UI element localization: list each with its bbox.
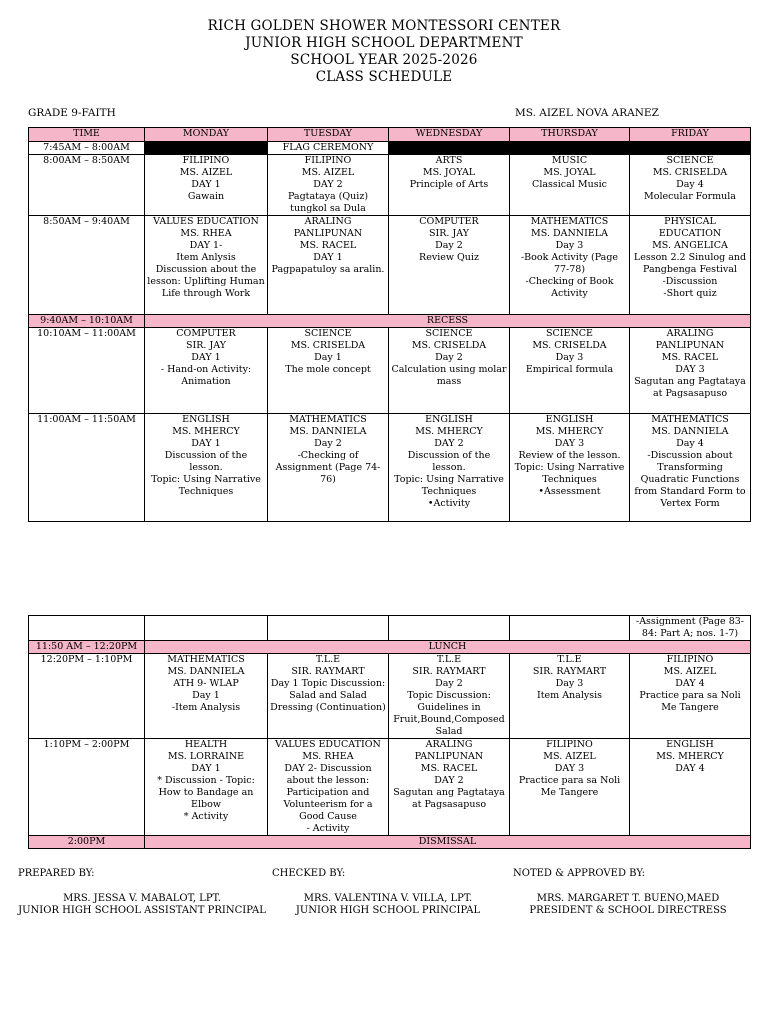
class-cell-line: Discussion of the lesson.: [407, 450, 491, 473]
class-cell-line: SIR. RAYMART: [291, 666, 365, 677]
class-cell-line: Day 2: [435, 352, 463, 363]
class-cell-line: Day 3: [555, 678, 584, 689]
class-cell-line: DAY 4: [675, 678, 705, 689]
class-cell-line: MATHEMATICS: [651, 414, 729, 425]
dismissal-row: [29, 836, 751, 849]
class-cell-line: DAY 2: [434, 775, 464, 786]
class-cell-line: -Item Analysis: [171, 702, 241, 713]
signatory-name: MRS. JESSA V. MABALOT, LPT.: [63, 893, 221, 904]
class-cell-line: SIR. RAYMART: [532, 666, 607, 677]
schedule-row: [29, 155, 751, 216]
time-cell: 11:00AM – 11:50AM: [29, 414, 145, 522]
class-cell-line: MS. AIZEL: [301, 167, 355, 178]
class-cell-line: MS. DANNIELA: [651, 426, 729, 437]
class-cell: [389, 328, 510, 414]
document-header: [0, 18, 768, 86]
class-cell: [510, 328, 630, 414]
class-cell-line: Calculation using molar mass: [391, 364, 507, 387]
class-cell-line: T.L.E: [436, 654, 462, 665]
flag-ceremony-row: [29, 142, 751, 155]
class-cell: [389, 654, 510, 739]
class-cell-line: •Assessment: [538, 486, 601, 497]
class-cell-line: -Book Activity (Page 77-78): [520, 252, 619, 275]
class-cell-line: DAY 3: [554, 438, 585, 449]
class-cell-line: MS. MHERCY: [172, 426, 240, 437]
schedule-row: [29, 654, 751, 739]
class-cell-line: Day 1: [314, 352, 342, 363]
class-cell: [268, 328, 389, 414]
blank-cell: [510, 142, 630, 155]
class-cell-line: Item Analysis: [536, 690, 603, 701]
class-cell: [630, 216, 751, 315]
signatory-title: PRESIDENT & SCHOOL DIRECTRESS: [529, 905, 727, 916]
class-cell-line: Day 3: [555, 240, 584, 251]
class-cell: [145, 414, 268, 522]
class-cell-line: MS. AIZEL: [543, 751, 596, 762]
class-cell-line: -Discussion: [662, 276, 718, 287]
class-cell: [145, 155, 268, 216]
class-cell: [389, 155, 510, 216]
class-cell-line: DAY 3: [554, 763, 585, 774]
blank-cell: [268, 616, 389, 641]
table-header-row: [29, 128, 751, 142]
schedule-row: [29, 414, 751, 522]
class-cell-line: MS. JOYAL: [422, 167, 476, 178]
grade-section: GRADE 9-FAITH: [28, 107, 116, 119]
time-cell: 11:50 AM – 12:20PM: [29, 641, 145, 654]
class-cell-line: ARALING PANLIPUNAN: [655, 328, 725, 351]
class-cell-line: The mole concept: [285, 364, 371, 375]
class-cell-line: DAY 2: [313, 179, 343, 190]
class-cell-line: DAY 3: [675, 364, 705, 375]
class-cell-line: MS. MHERCY: [415, 426, 483, 437]
class-cell-line: VALUES EDUCATION: [153, 216, 259, 227]
time-cell: 2:00PM: [29, 836, 145, 849]
class-cell-line: MS. CRISELDA: [290, 340, 366, 351]
class-cell-line: MS. JOYAL: [543, 167, 596, 178]
class-cell-line: Pagtataya (Quiz) tungkol sa Dula: [287, 191, 369, 214]
schedule-table-part-2: [28, 615, 751, 849]
class-cell-line: Principle of Arts: [409, 179, 489, 190]
recess-row: [29, 315, 751, 328]
blank-cell: [145, 142, 268, 155]
class-cell-line: T.L.E: [557, 654, 582, 665]
time-cell: 8:00AM – 8:50AM: [29, 155, 145, 216]
prepared-by-signatory: [14, 893, 270, 917]
class-cell-line: SCIENCE: [666, 155, 714, 166]
class-cell-line: Day 2: [435, 240, 463, 251]
class-cell-line: Topic: Using Narrative Techniques: [394, 474, 504, 497]
class-cell-line: SIR. RAYMART: [412, 666, 486, 677]
class-cell-line: MS. RHEA: [302, 751, 354, 762]
blank-cell: [29, 616, 145, 641]
class-cell: [510, 654, 630, 739]
continuation-cell: -Assignment (Page 83-84: Part A; nos. 1-7): [630, 616, 751, 641]
time-cell: 12:20PM – 1:10PM: [29, 654, 145, 739]
class-cell-line: MS. RACEL: [661, 352, 719, 363]
school-year: SCHOOL YEAR 2025-2026: [290, 52, 478, 68]
class-cell-line: ENGLISH: [545, 414, 594, 425]
class-cell-line: SCIENCE: [425, 328, 473, 339]
class-cell-line: DAY 1: [191, 179, 221, 190]
class-cell-line: Topic: Using Narrative Techniques: [151, 474, 261, 497]
class-cell-line: * Activity: [183, 811, 229, 822]
time-cell: 9:40AM – 10:10AM: [29, 315, 145, 328]
class-cell-line: ENGLISH: [182, 414, 230, 425]
class-cell: [389, 414, 510, 522]
class-cell-line: MATHEMATICS: [289, 414, 367, 425]
class-cell-line: * Discussion - Topic: How to Bandage an Elbow: [157, 775, 255, 810]
dismissal-label: DISMISSAL: [145, 836, 751, 849]
signatory-name: MRS. VALENTINA V. VILLA, LPT.: [303, 893, 473, 904]
class-cell: [268, 739, 389, 836]
class-cell-line: MS. MHERCY: [656, 751, 724, 762]
signatory-title: JUNIOR HIGH SCHOOL PRINCIPAL: [295, 905, 481, 916]
class-cell-line: MS. CRISELDA: [411, 340, 487, 351]
class-cell-line: MS. DANNIELA: [531, 228, 608, 239]
class-cell-line: DAY 2: [434, 438, 464, 449]
noted-by-signatory: [514, 893, 742, 917]
class-cell-line: SCIENCE: [304, 328, 352, 339]
schedule-row: [29, 216, 751, 315]
class-cell-line: MS. AIZEL: [663, 666, 717, 677]
class-cell-line: FILIPINO: [182, 155, 230, 166]
class-cell-line: DAY 2- Discussion about the lesson: Participation and Volunteerism for a Good Cause: [283, 763, 373, 822]
class-cell-line: Item Anlysis: [176, 252, 236, 263]
class-cell: [145, 654, 268, 739]
prepared-by-label: PREPARED BY:: [18, 868, 95, 879]
department-name: JUNIOR HIGH SCHOOL DEPARTMENT: [245, 35, 523, 51]
class-cell-line: Review of the lesson.: [518, 450, 621, 461]
class-cell: [510, 739, 630, 836]
class-cell-line: DAY 1: [191, 438, 221, 449]
class-cell-line: MS. CRISELDA: [652, 167, 728, 178]
class-cell-line: DAY 4: [675, 763, 705, 774]
class-cell-line: MS. DANNIELA: [167, 666, 245, 677]
class-cell-line: -Discussion about Transforming Quadratic Functions from Standard Form to Vertex Form: [634, 450, 746, 509]
class-cell-line: SIR. JAY: [185, 340, 226, 351]
class-cell-line: Sagutan ang Pagtataya at Pagsasapuso: [634, 376, 746, 399]
lunch-label: LUNCH: [145, 641, 751, 654]
class-cell: [510, 414, 630, 522]
class-cell: [630, 654, 751, 739]
signatory-title: JUNIOR HIGH SCHOOL ASSISTANT PRINCIPAL: [18, 905, 266, 916]
class-cell-line: Day 2: [435, 678, 463, 689]
class-cell-line: MUSIC: [551, 155, 588, 166]
class-adviser: MS. AIZEL NOVA ARANEZ: [515, 107, 659, 119]
class-cell-line: - Activity: [306, 823, 350, 834]
class-cell-line: Empirical formula: [525, 364, 614, 375]
time-cell: 1:10PM – 2:00PM: [29, 739, 145, 836]
continuation-row: [29, 616, 751, 641]
time-cell: 10:10AM – 11:00AM: [29, 328, 145, 414]
schedule-table-part-1: [28, 127, 751, 522]
class-cell-line: PHYSICAL EDUCATION: [658, 216, 722, 239]
school-name: RICH GOLDEN SHOWER MONTESSORI CENTER: [207, 18, 561, 34]
blank-cell: [389, 142, 510, 155]
class-cell-line: DAY 1: [191, 763, 221, 774]
column-header: TUESDAY: [268, 128, 389, 142]
noted-by-label: NOTED & APPROVED BY:: [513, 868, 646, 879]
column-header: THURSDAY: [510, 128, 630, 142]
schedule-row: [29, 328, 751, 414]
class-cell-line: MATHEMATICS: [530, 216, 609, 227]
schedule-title: CLASS SCHEDULE: [315, 69, 453, 85]
class-cell-line: -Checking of Assignment (Page 74-76): [275, 450, 381, 485]
class-cell-line: MATHEMATICS: [167, 654, 245, 665]
class-cell-line: MS. RACEL: [299, 240, 357, 251]
class-cell: [630, 739, 751, 836]
blank-cell: [630, 142, 751, 155]
class-cell-line: FILIPINO: [666, 654, 714, 665]
class-cell-line: ATH 9- WLAP: [173, 678, 239, 689]
class-cell-line: -Short quiz: [663, 288, 717, 299]
class-cell-line: Day 3: [555, 352, 584, 363]
class-cell: [630, 414, 751, 522]
class-cell-line: MS. RACEL: [420, 763, 478, 774]
checked-by-label: CHECKED BY:: [272, 868, 346, 879]
class-cell-line: HEALTH: [184, 739, 228, 750]
class-cell-line: Pagpapatuloy sa aralin.: [271, 264, 385, 275]
class-cell: [389, 739, 510, 836]
time-cell: 7:45AM – 8:00AM: [29, 142, 145, 155]
class-cell-line: Sagutan ang Pagtataya at Pagsasapuso: [393, 787, 505, 810]
class-cell-line: ENGLISH: [666, 739, 714, 750]
class-cell-line: - Hand-on Activity: Animation: [160, 364, 252, 387]
class-cell: [630, 328, 751, 414]
class-cell-line: Molecular Formula: [644, 191, 736, 202]
class-cell-line: DAY 1-: [189, 240, 223, 251]
class-cell: [630, 155, 751, 216]
class-cell-line: Day 2: [314, 438, 342, 449]
class-cell-line: ARALING PANLIPUNAN: [293, 216, 363, 239]
class-cell: [268, 155, 389, 216]
recess-label: RECESS: [145, 315, 751, 328]
class-cell-line: Lesson 2.2 Sinulog and Pangbenga Festival: [633, 252, 747, 275]
class-cell-line: MS. DANNIELA: [289, 426, 367, 437]
class-cell-line: -Checking of Book Activity: [525, 276, 614, 299]
class-cell-line: ARALING PANLIPUNAN: [414, 739, 484, 762]
lunch-row: [29, 641, 751, 654]
signatory-name: MRS. MARGARET T. BUENO,MAED: [536, 893, 720, 904]
column-header: TIME: [29, 128, 145, 142]
class-cell-line: MS. ANGELICA: [652, 240, 728, 251]
class-cell-line: Practice para sa Noli Me Tangere: [518, 775, 621, 798]
class-cell-line: •Activity: [427, 498, 471, 509]
class-cell-line: Gawain: [187, 191, 225, 202]
class-cell: [268, 414, 389, 522]
class-cell: [145, 328, 268, 414]
class-cell-line: Day 1 Topic Discussion: Salad and Salad Dressing (Continuation): [270, 678, 386, 713]
column-header: FRIDAY: [630, 128, 751, 142]
class-cell-line: COMPUTER: [176, 328, 236, 339]
class-cell-line: Topic: Using Narrative Techniques: [514, 462, 625, 485]
class-cell-line: MS. MHERCY: [535, 426, 604, 437]
checked-by-signatory: [270, 893, 506, 917]
class-cell: [268, 216, 389, 315]
class-cell-line: Discussion about the lesson: Uplifting Human Life through Work: [147, 264, 265, 299]
blank-cell: [510, 616, 630, 641]
class-cell: [268, 654, 389, 739]
class-cell-line: SCIENCE: [546, 328, 593, 339]
time-cell: 8:50AM – 9:40AM: [29, 216, 145, 315]
column-header: WEDNESDAY: [389, 128, 510, 142]
class-cell-line: MS. LORRAINE: [167, 751, 245, 762]
class-cell-line: DAY 1: [313, 252, 343, 263]
class-cell-line: MS. AIZEL: [179, 167, 233, 178]
class-cell-line: VALUES EDUCATION: [275, 739, 381, 750]
class-cell-line: FILIPINO: [546, 739, 593, 750]
class-cell-line: Classical Music: [532, 179, 607, 190]
class-cell: [389, 216, 510, 315]
class-cell-line: DAY 1: [191, 352, 221, 363]
class-cell-line: Discussion of the lesson.: [164, 450, 248, 473]
class-cell-line: Day 1: [192, 690, 220, 701]
class-cell-line: ARTS: [435, 155, 463, 166]
class-cell-line: FILIPINO: [304, 155, 352, 166]
blank-cell: [389, 616, 510, 641]
class-cell-line: Day 4: [676, 438, 704, 449]
class-cell: [145, 739, 268, 836]
class-cell-line: ENGLISH: [425, 414, 473, 425]
class-cell-line: Review Quiz: [419, 252, 479, 263]
class-cell-line: MS. RHEA: [180, 228, 232, 239]
class-cell-line: T.L.E: [315, 654, 341, 665]
flag-ceremony-label: FLAG CEREMONY: [268, 142, 389, 155]
class-cell-line: MS. CRISELDA: [532, 340, 607, 351]
class-cell-line: Day 4: [676, 179, 704, 190]
blank-cell: [145, 616, 268, 641]
schedule-row: [29, 739, 751, 836]
class-cell: [510, 216, 630, 315]
class-cell: [145, 216, 268, 315]
class-cell-line: Topic Discussion: Guidelines in Fruit,Bound,Composed Salad: [393, 690, 505, 737]
class-cell-line: SIR. JAY: [428, 228, 469, 239]
class-cell-line: Practice para sa Noli Me Tangere: [639, 690, 741, 713]
class-cell-line: COMPUTER: [419, 216, 479, 227]
column-header: MONDAY: [145, 128, 268, 142]
class-cell: [510, 155, 630, 216]
